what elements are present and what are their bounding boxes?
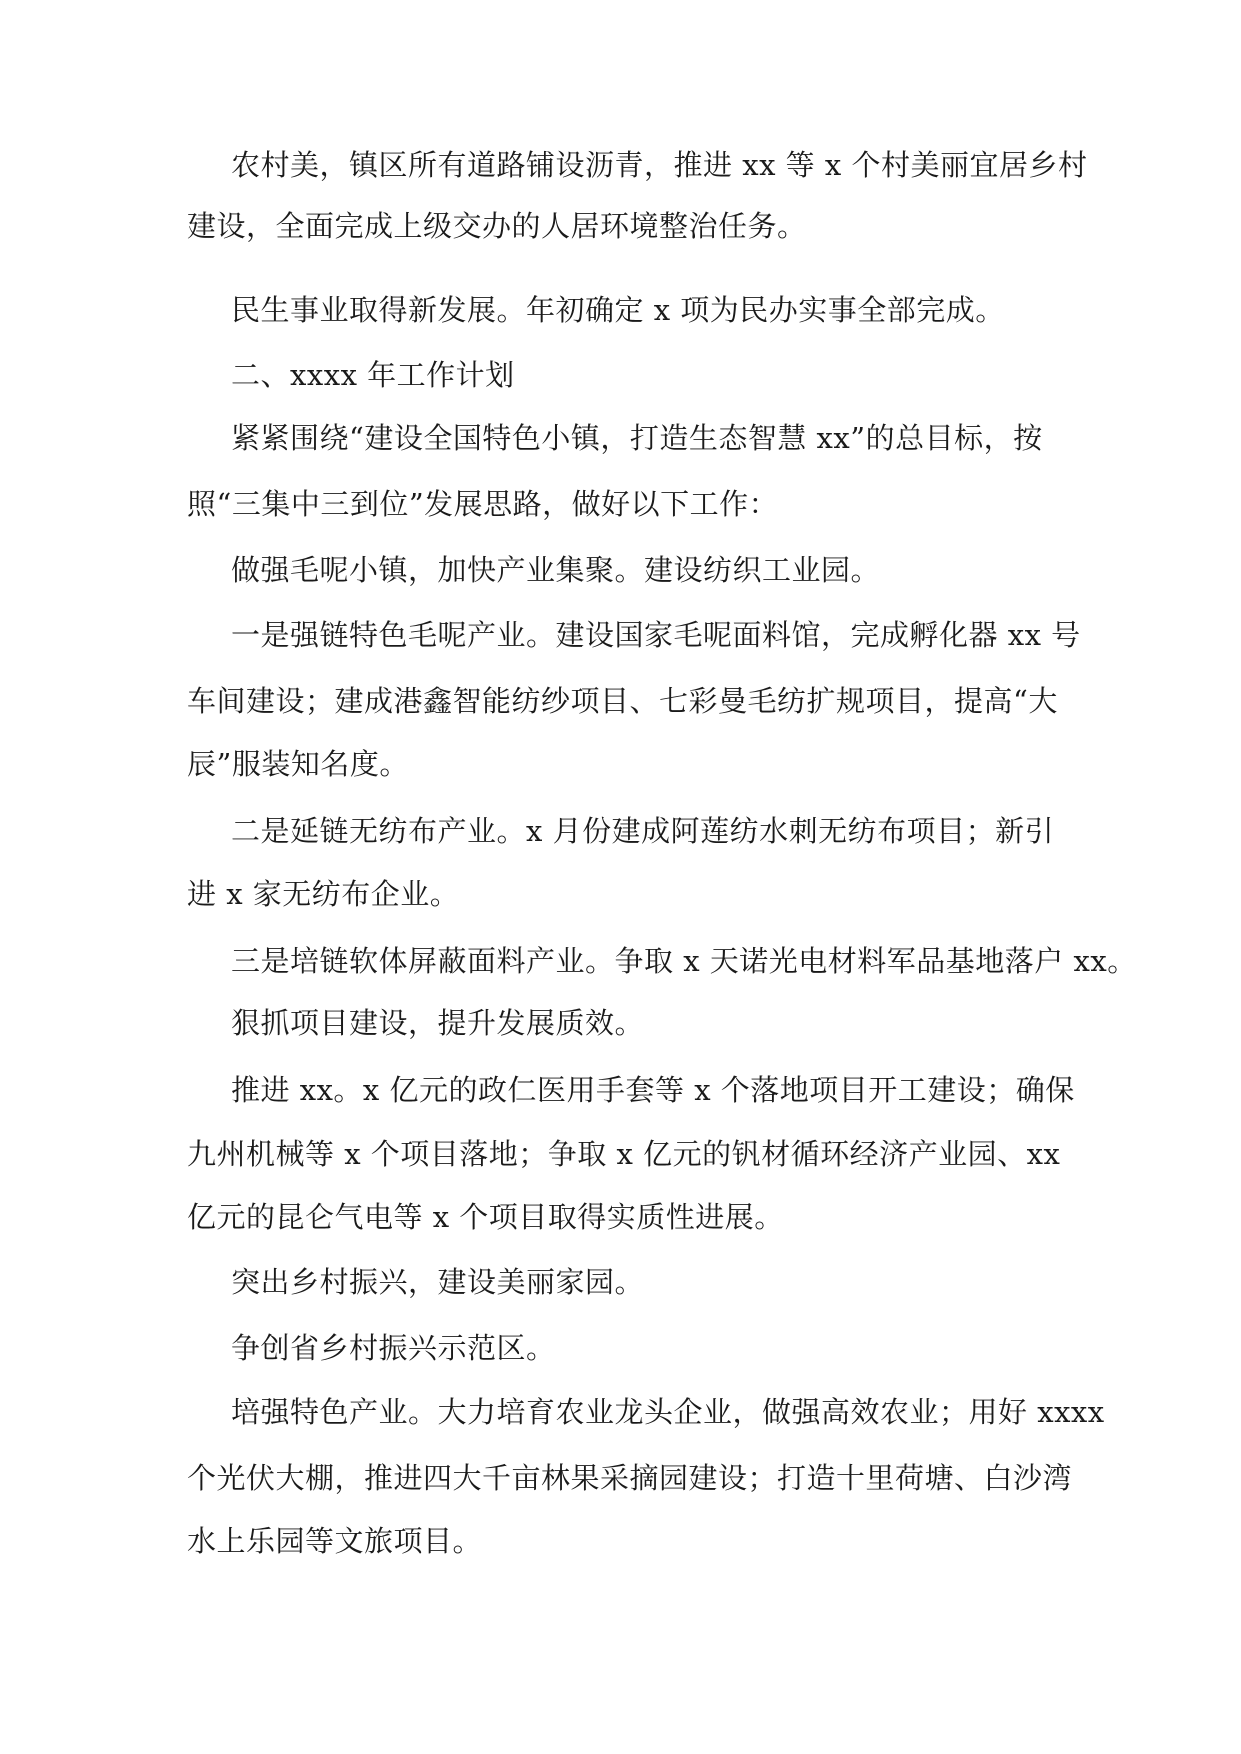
text-line: 做强毛呢小镇，加快产业集聚。建设纺织工业园。 bbox=[231, 553, 881, 587]
text-line: 农村美，镇区所有道路铺设沥青，推进 xx 等 x 个村美丽宜居乡村 bbox=[231, 148, 1088, 182]
text-line: 三是培链软体屏蔽面料产业。争取 x 天诺光电材料军品基地落户 xx。 bbox=[231, 944, 1137, 978]
text-line: 狠抓项目建设，提升发展质效。 bbox=[231, 1006, 645, 1040]
text-line: 辰”服装知名度。 bbox=[187, 747, 409, 781]
text-line: 建设，全面完成上级交办的人居环境整治任务。 bbox=[187, 209, 807, 243]
text-line: 培强特色产业。大力培育农业龙头企业，做强高效农业；用好 xxxx bbox=[231, 1395, 1105, 1429]
text-line: 九州机械等 x 个项目落地；争取 x 亿元的钒材循环经济产业园、xx bbox=[187, 1137, 1061, 1171]
text-line: 二是延链无纺布产业。x 月份建成阿莲纺水刺无纺布项目；新引 bbox=[231, 814, 1055, 848]
text-line: 推进 xx。x 亿元的政仁医用手套等 x 个落地项目开工建设；确保 bbox=[231, 1073, 1075, 1107]
text-line: 水上乐园等文旅项目。 bbox=[187, 1524, 483, 1558]
text-line: 争创省乡村振兴示范区。 bbox=[231, 1331, 556, 1365]
section-heading: 二、xxxx 年工作计划 bbox=[231, 358, 515, 392]
text-line: 一是强链特色毛呢产业。建设国家毛呢面料馆，完成孵化器 xx 号 bbox=[231, 618, 1081, 652]
text-line: 突出乡村振兴，建设美丽家园。 bbox=[231, 1265, 645, 1299]
text-line: 紧紧围绕“建设全国特色小镇，打造生态智慧 xx”的总目标，按 bbox=[231, 421, 1043, 455]
text-line: 亿元的昆仑气电等 x 个项目取得实质性进展。 bbox=[187, 1200, 784, 1234]
text-line: 个光伏大棚，推进四大千亩林果采摘园建设；打造十里荷塘、白沙湾 bbox=[187, 1461, 1073, 1495]
text-line: 照“三集中三到位”发展思路，做好以下工作： bbox=[187, 487, 779, 521]
text-line: 车间建设；建成港鑫智能纺纱项目、七彩曼毛纺扩规项目，提高“大 bbox=[187, 684, 1058, 718]
text-line: 进 x 家无纺布企业。 bbox=[187, 877, 460, 911]
text-line: 民生事业取得新发展。年初确定 x 项为民办实事全部完成。 bbox=[231, 293, 1005, 327]
